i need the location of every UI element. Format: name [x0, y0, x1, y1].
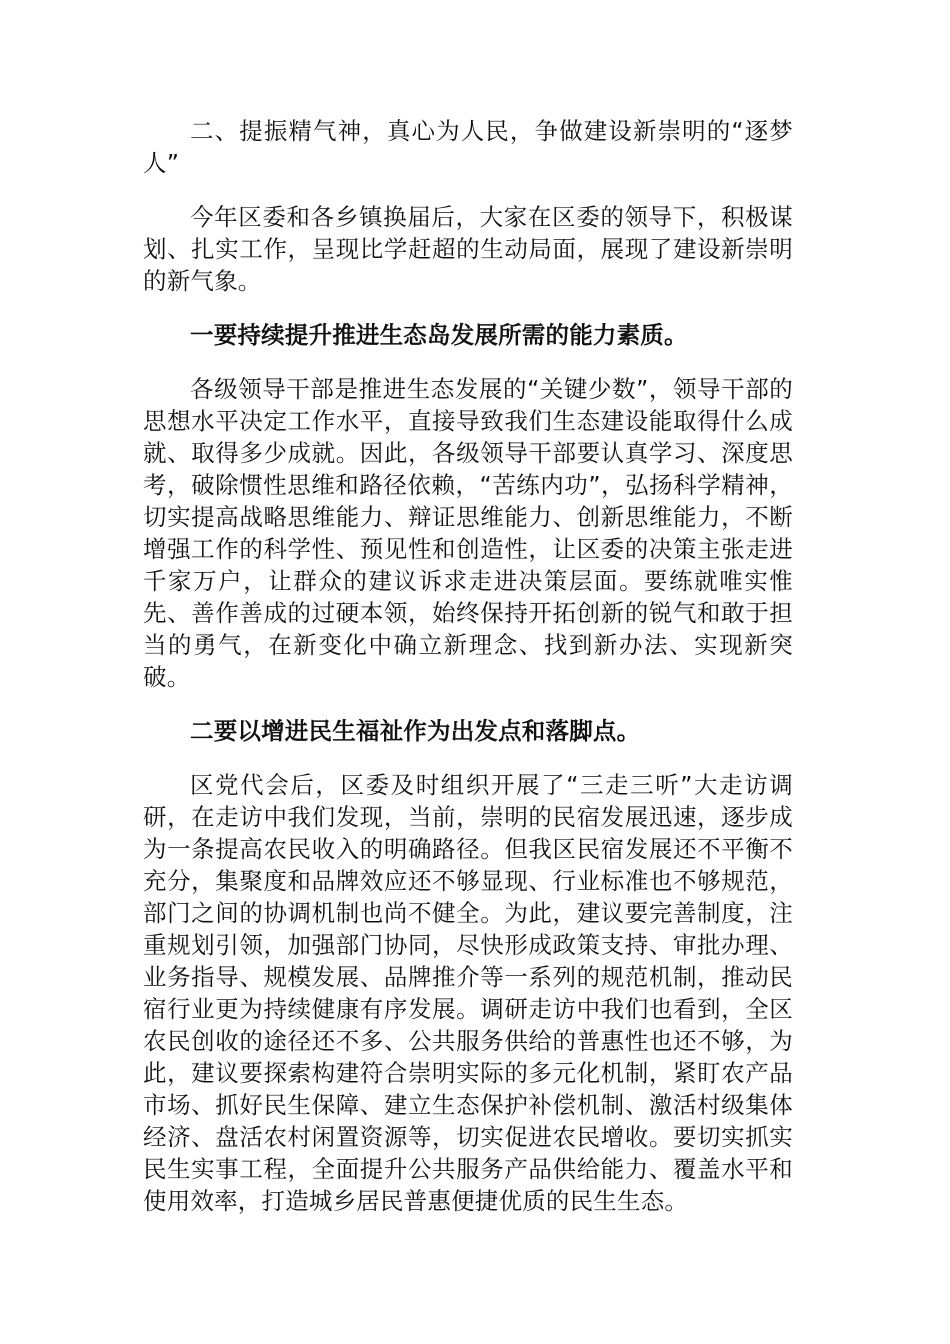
- intro-paragraph: 今年区委和各乡镇换届后，大家在区委的领导下，积极谋划、扎实工作，呈现比学赶超的生动局面，展现了建设新崇明的新气象。: [143, 203, 793, 295]
- point-1-heading: 一要持续提升推进生态岛发展所需的能力素质。: [190, 321, 688, 349]
- document-body: [143, 115, 793, 1217]
- point-2-heading: 二要以增进民生福祉作为出发点和落脚点。: [190, 717, 641, 745]
- point-1-paragraph: 各级领导干部是推进生态发展的“关键少数”，领导干部的思想水平决定工作水平，直接导致我们生态建设能取得什么成就、取得多少成就。因此，各级领导干部要认真学习、深度思考，破除惯性思维和路径依赖，“苦练内功”，弘扬科学精神，切实提高战略思维能力、辩证思维能力、创新思维能力，不断增强工作的科学性、预见性和创造性，让区委的决策主张走进千家万户，让群众的建议诉求走进决策层面。要练就唯实惟先、善作善成的过硬本领，始终保持开拓创新的锐气和敢于担当的勇气，在新变化中确立新理念、找到新办法、实现新突破。: [143, 375, 793, 691]
- section-title: 二、提振精气神，真心为人民，争做建设新崇明的“逐梦人”: [143, 117, 793, 177]
- point-2-paragraph: 区党代会后，区委及时组织开展了“三走三听”大走访调研，在走访中我们发现，当前，崇明的民宿发展迅速，逐步成为一条提高农民收入的明确路径。但我区民宿发展还不平衡不充分，集聚度和品牌效应还不够显现、行业标准也不够规范，部门之间的协调机制也尚不健全。为此，建议要完善制度，注重规划引领，加强部门协同，尽快形成政策支持、审批办理、业务指导、规模发展、品牌推介等一系列的规范机制，推动民宿行业更为持续健康有序发展。调研走访中我们也看到，全区农民创收的途径还不多、公共服务供给的普惠性也还不够，为此，建议要探索构建符合崇明实际的多元化机制，紧盯农产品市场、抓好民生保障、建立生态保护补偿机制、激活村级集体经济、盘活农村闲置资源等，切实促进农民增收。要切实抓实民生实事工程，全面提升公共服务产品供给能力、覆盖水平和使用效率，打造城乡居民普惠便捷优质的民生生态。: [143, 771, 793, 1215]
